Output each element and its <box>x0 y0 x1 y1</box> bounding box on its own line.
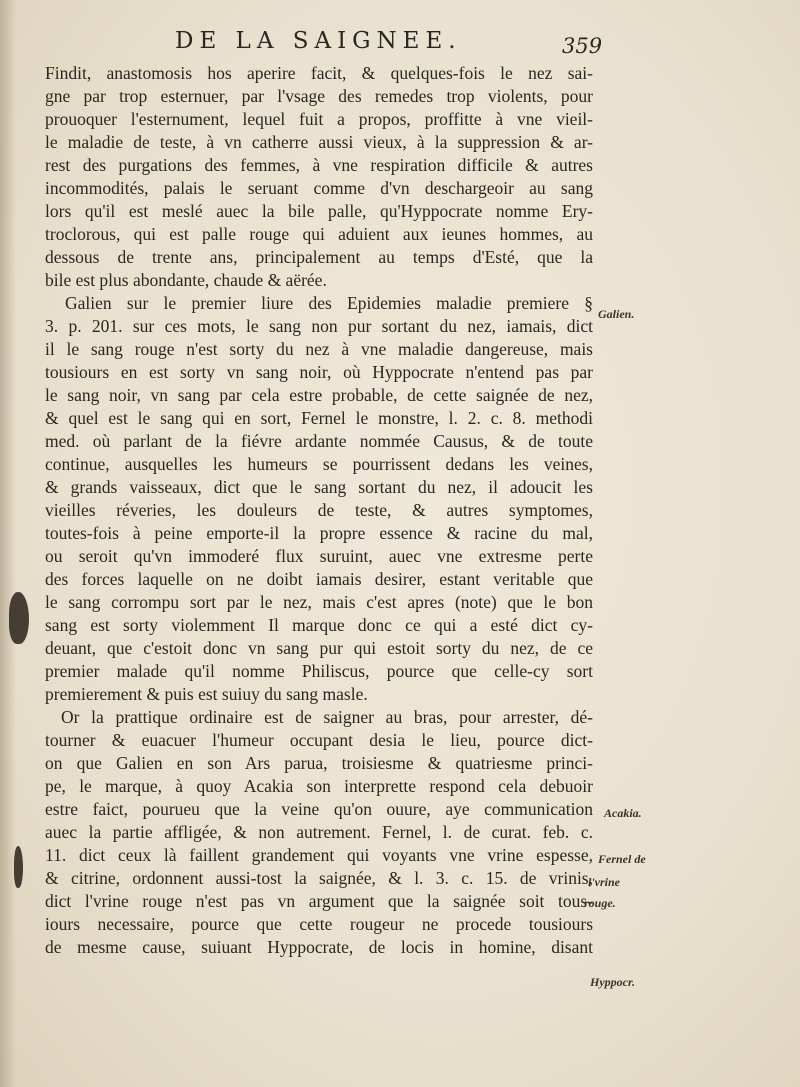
text-line: ou seroit qu'vn immoderé flux suruint, auec vne extresme perte <box>45 546 593 566</box>
text-line: continue, ausquelles les humeurs se pourrissent dedans les veines, <box>45 454 593 474</box>
running-title: DE LA SAIGNEE. <box>175 28 462 54</box>
text-line: le maladie de teste, à vn catherre aussi vieux, à la suppression & ar- <box>45 132 593 152</box>
ink-stain <box>14 846 23 888</box>
margin-note-vrine: l'vrine <box>588 875 620 889</box>
text-line: lors qu'il est meslé auec la bile palle, qu'Hyppocrate nomme Ery- <box>45 201 593 221</box>
margin-note-hyppocr: Hyppocr. <box>590 975 635 989</box>
text-line: prouoquer l'esternument, lequel fuit a propos, proffitte à vne vieil- <box>45 109 593 129</box>
text-line: il le sang rouge n'est sorty du nez à vne maladie dangereuse, mais <box>45 339 593 359</box>
margin-note-acakia: Acakia. <box>604 806 642 820</box>
text-line: troclorous, qui est palle rouge qui aduient aux ieunes hommes, au <box>45 224 593 244</box>
text-line: tousiours en est sorty vn sang noir, où Hyppocrate n'entend pas par <box>45 362 593 382</box>
text-line: estre faict, pourueu que la veine qu'on ouure, aye communication <box>45 799 593 819</box>
text-line: pe, le marque, à quoy Acakia son interprette respond cela debuoir <box>45 776 593 796</box>
gutter-shadow <box>0 0 16 1087</box>
text-line: premier malade qu'il nomme Philiscus, pource que celle-cy sort <box>45 661 593 681</box>
text-line: incommodités, palais le seruant comme d'vn deschargeoir au sang <box>45 178 593 198</box>
text-line: le sang noir, vn sang par cela estre probable, de cette saignée de nez, <box>45 385 593 405</box>
text-line: premierement & puis est suiuy du sang masle. <box>45 684 368 704</box>
text-line: gne par trop esternuer, par l'vsage des remedes trop violents, pour <box>45 86 593 106</box>
text-line: & grands vaisseaux, dict que le sang sortant du nez, il adoucit les <box>45 477 593 497</box>
text-line: bile est plus abondante, chaude & aërée. <box>45 270 327 290</box>
text-line: de mesme cause, suiuant Hyppocrate, de locis in homine, disant <box>45 937 593 957</box>
text-line: rest des purgations des femmes, à vne respiration difficile & autres <box>45 155 593 175</box>
text-line: tourner & euacuer l'humeur occupant desia le lieu, pource dict- <box>45 730 593 750</box>
text-line: toutes-fois à peine emporte-il la propre essence & racine du mal, <box>45 523 593 543</box>
text-line: on que Galien en son Ars parua, troisiesme & quatriesme princi- <box>45 753 593 773</box>
text-line: & quel est le sang qui en sort, Fernel le monstre, l. 2. c. 8. methodi <box>45 408 593 428</box>
margin-note-galien: Galien. <box>598 307 635 321</box>
text-line: 11. dict ceux là faillent grandement qui voyants vne vrine espesse, <box>45 845 593 865</box>
text-line: dessous de trente ans, principalement au temps d'Esté, que la <box>45 247 593 267</box>
text-line: Findit, anastomosis hos aperire facit, & quelques-fois le nez sai- <box>45 63 593 83</box>
text-line: iours necessaire, pource que cette rougeur ne procede tousiours <box>45 914 593 934</box>
text-line: Or la prattique ordinaire est de saigner au bras, pour arrester, dé- <box>61 707 593 727</box>
margin-note-rouge: rouge. <box>584 896 616 910</box>
text-line: le sang corrompu sort par le nez, mais c'est apres (note) que le bon <box>45 592 593 612</box>
text-line: auec la partie affligée, & non autrement. Fernel, l. de curat. feb. c. <box>45 822 593 842</box>
ink-stain <box>9 592 29 644</box>
text-line: 3. p. 201. sur ces mots, le sang non pur sortant du nez, iamais, dict <box>45 316 593 336</box>
text-line: des forces laquelle on ne doibt iamais desirer, estant veritable que <box>45 569 593 589</box>
text-line: med. où parlant de la fiévre ardante nommée Causus, & de toute <box>45 431 593 451</box>
text-line: sang est sorty violemment Il marque donc ce qui a esté dict cy- <box>45 615 593 635</box>
main-text-block <box>45 62 593 959</box>
text-line: vieilles réveries, les douleurs de teste, & autres symptomes, <box>45 500 593 520</box>
page-number: 359 <box>562 34 603 58</box>
text-line: dict l'vrine rouge n'est pas vn argument que la saignée soit tous- <box>45 891 593 911</box>
margin-note-fernel: Fernel de <box>598 852 646 866</box>
text-line: & citrine, ordonnent aussi-tost la saignée, & l. 3. c. 15. de vrinis, <box>45 868 593 888</box>
text-line: Galien sur le premier liure des Epidemies maladie premiere § <box>65 293 593 313</box>
text-line: deuant, que c'estoit donc vn sang pur qui estoit sorty du nez, de ce <box>45 638 593 658</box>
